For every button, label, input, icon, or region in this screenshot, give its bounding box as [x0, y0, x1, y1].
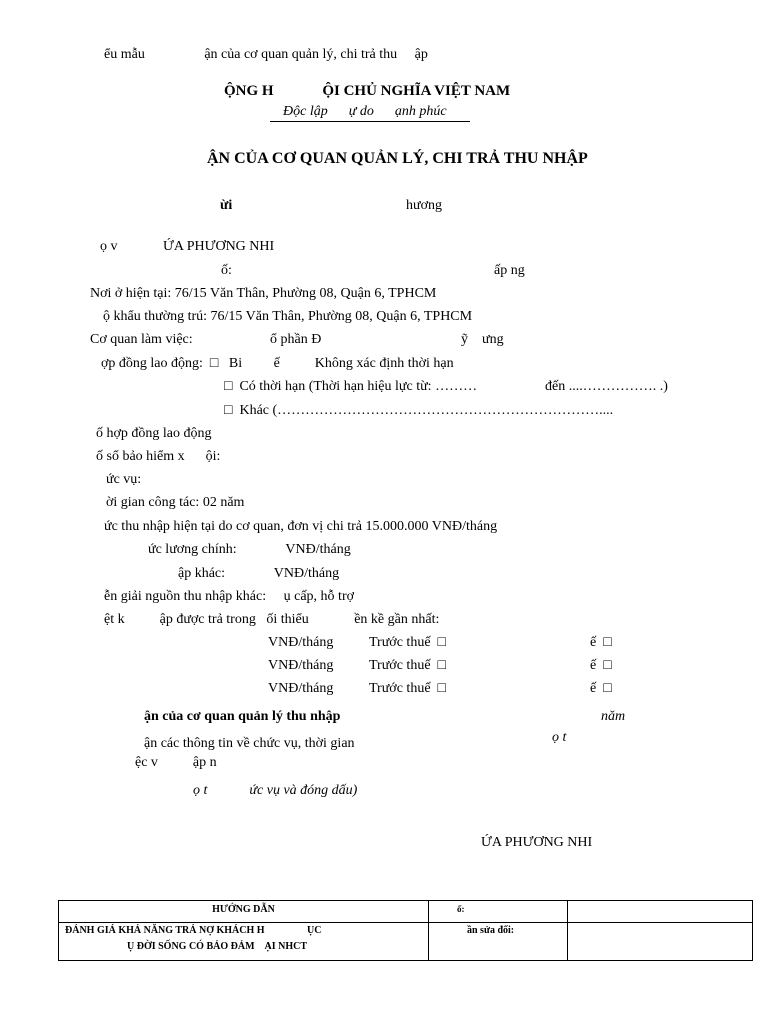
field-permanent-address: ộ khẩu thường trú: 76/15 Văn Thân, Phường 08, Quận 6, TPHCM — [103, 309, 473, 324]
field-workplace-company: ổ phần Đ — [270, 332, 322, 347]
motto-underline — [270, 121, 470, 122]
field-other-income-explain: ễn giải nguồn thu nhập khác: ụ cấp, hỗ trợ — [104, 589, 355, 604]
field-insurance-number: ố sổ bảo hiểm x ội: — [96, 449, 221, 464]
field-id-number: ố: — [221, 263, 232, 278]
footer-guide-subject — [59, 923, 429, 961]
field-workplace-company-tail: ỹ ưng — [461, 332, 504, 347]
footer-guide-title: HƯỚNG DẪN — [59, 901, 429, 923]
field-position: ức vụ: — [106, 472, 142, 487]
national-title: ỘNG H ỘI CHỦ NGHĨA VIỆT NAM — [224, 83, 511, 99]
national-motto: Độc lập ự do ạnh phúc — [283, 104, 447, 119]
confirmation-text: ận các thông tin về chức vụ, thời gian — [144, 736, 355, 751]
income-row-3-unit: VNĐ/tháng — [268, 681, 334, 696]
field-fullname: ọ v ỨA PHƯƠNG NHI — [100, 239, 275, 254]
signer-note-left: ọ t ức vụ và đóng dấu) — [193, 783, 358, 798]
income-row-2-after-tax: ế □ — [590, 658, 612, 673]
field-workplace-label: Cơ quan làm việc: — [90, 332, 193, 347]
field-contract-number: ố hợp đồng lao động — [96, 426, 212, 441]
footer-doc-number-value — [568, 901, 753, 923]
income-row-1-after-tax: ế □ — [590, 635, 612, 650]
income-row-3-before-tax: Trước thuế □ — [369, 681, 446, 696]
footer-revision-value — [568, 923, 753, 961]
confirmation-text-2: ệc v ập n — [135, 755, 217, 770]
contract-option-fixed-term: □ Có thời hạn (Thời hạn hiệu lực từ: ……… — [224, 379, 478, 394]
field-main-salary: ức lương chính: VNĐ/tháng — [148, 542, 351, 557]
income-row-1-unit: VNĐ/tháng — [268, 635, 334, 650]
contract-option-other: □ Khác (…………………………………………………………….... — [224, 403, 614, 418]
field-tenure: ời gian công tác: 02 năm — [106, 495, 245, 510]
footer-guide-subject-line1: ĐÁNH GIÁ KHẢ NĂNG TRẢ NỢ KHÁCH H ỤC — [65, 925, 322, 936]
field-recent-months-heading: ệt k ập được trả trong ối thiểu ền kề gần nhất: — [104, 612, 440, 627]
signer-name: ỨA PHƯƠNG NHI — [481, 835, 593, 850]
footer-table — [58, 900, 753, 961]
recipient-label: ừi — [220, 198, 233, 213]
field-other-allowance: ập khác: VNĐ/tháng — [178, 566, 340, 581]
recipient-name: hương — [406, 198, 442, 213]
field-current-address: Nơi ở hiện tại: 76/15 Văn Thân, Phường 08, Quận 6, TPHCM — [90, 286, 437, 301]
footer-guide-subject-line2: Ụ ĐỜI SỐNG CÓ BẢO ĐẢM ẠI NHCT — [127, 941, 308, 952]
income-row-3-after-tax: ế □ — [590, 681, 612, 696]
contract-option-fixed-term-end: đến ....……………. .) — [545, 379, 668, 394]
income-row-1-before-tax: Trước thuế □ — [369, 635, 446, 650]
footer-doc-number: ố: — [429, 901, 568, 923]
field-id-issue-date: ấp ng — [494, 263, 525, 278]
document-title: ẬN CỦA CƠ QUAN QUẢN LÝ, CHI TRẢ THU NHẬP — [207, 150, 588, 167]
confirmation-heading: ận của cơ quan quản lý thu nhập — [144, 709, 341, 724]
form-code-note: ểu mẫu ận của cơ quan quản lý, chi trả thu ập — [104, 47, 428, 62]
income-row-2-before-tax: Trước thuế □ — [369, 658, 446, 673]
signer-note-right: ọ t — [552, 730, 567, 745]
field-current-income: ức thu nhập hiện tại do cơ quan, đơn vị chi trả 15.000.000 VNĐ/tháng — [104, 519, 498, 534]
footer-revision-label: ần sửa đổi: — [429, 923, 568, 961]
income-row-2-unit: VNĐ/tháng — [268, 658, 334, 673]
confirmation-year: năm — [601, 709, 626, 724]
field-contract-type: ợp đồng lao động: □ Bi ế Không xác định thời hạn — [101, 356, 454, 371]
